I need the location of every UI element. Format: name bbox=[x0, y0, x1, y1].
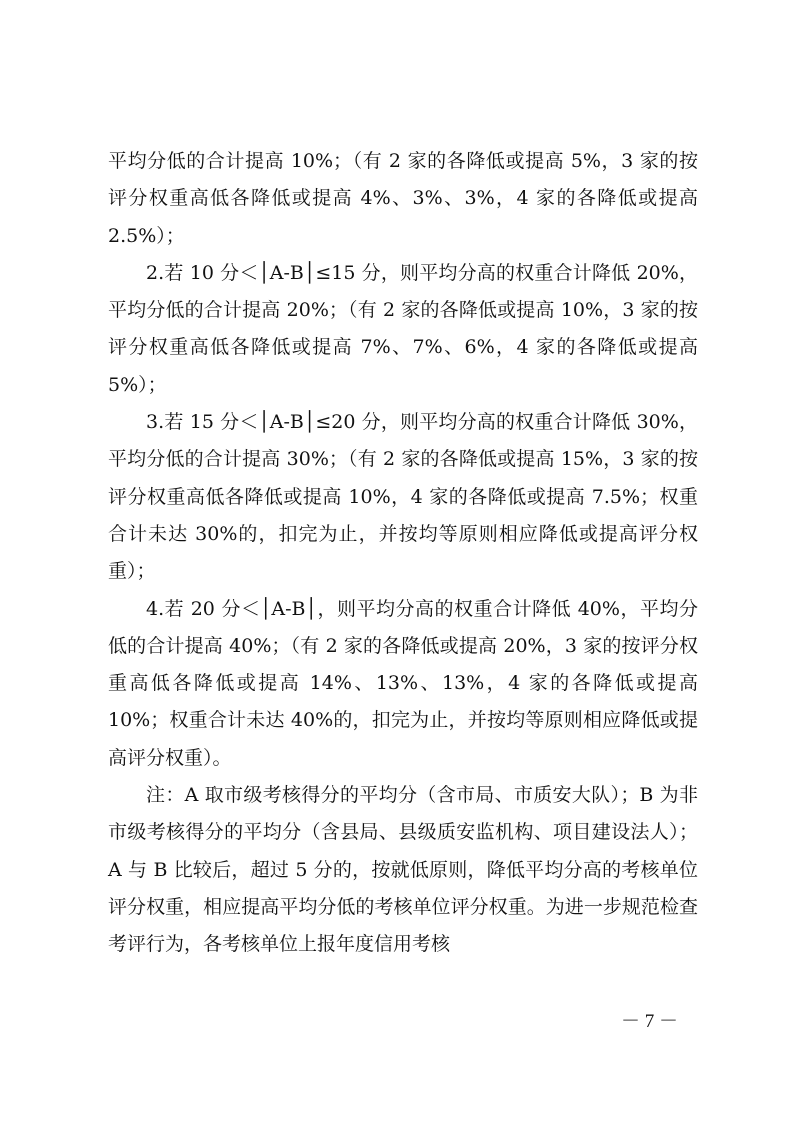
paragraph-rule-4: 4.若 20 分＜│A-B│，则平均分高的权重合计降低 40%，平均分低的合计提高 40%；（有 2 家的各降低或提高 20%，3 家的按评分权重高低各降低或提高 14%、13%、13%，4 家的各降低或提高 10%；权重合计未达 40%的，扣完为止，并按均等原则相应降低或提高评分权重）。 bbox=[108, 597, 698, 769]
paragraph-rule-3: 3.若 15 分＜│A-B│≤20 分，则平均分高的权重合计降低 30%，平均分低的合计提高 30%；（有 2 家的各降低或提高 15%，3 家的按评分权重高低各降低或提高 10%，4 家的各降低或提高 7.5%；权重合计未达 30%的，扣完为止，并按均等原则相应降低或提高评分权重）； bbox=[108, 411, 698, 583]
page-number: － 7 － bbox=[621, 1011, 679, 1032]
body-text bbox=[108, 143, 698, 964]
paragraph-rule-2: 2.若 10 分＜│A-B│≤15 分，则平均分高的权重合计降低 20%，平均分低的合计提高 20%；（有 2 家的各降低或提高 10%，3 家的按评分权重高低各降低或提高 7%、7%、6%，4 家的各降低或提高 5%）； bbox=[108, 261, 698, 396]
paragraph-continuation: 平均分低的合计提高 10%；（有 2 家的各降低或提高 5%，3 家的按评分权重高低各降低或提高 4%、3%、3%，4 家的各降低或提高 2.5%）； bbox=[108, 150, 698, 247]
paragraph-note: 注：A 取市级考核得分的平均分（含市局、市质安大队）；B 为非市级考核得分的平均分（含县局、县级质安监机构、项目建设法人）；A 与 B 比较后，超过 5 分的，按就低原则，降低平均分高的考核单位评分权重，相应提高平均分低的考核单位评分权重。为进一步规范检查考评行为，各考核单位上报年度信用考核 bbox=[108, 784, 698, 956]
